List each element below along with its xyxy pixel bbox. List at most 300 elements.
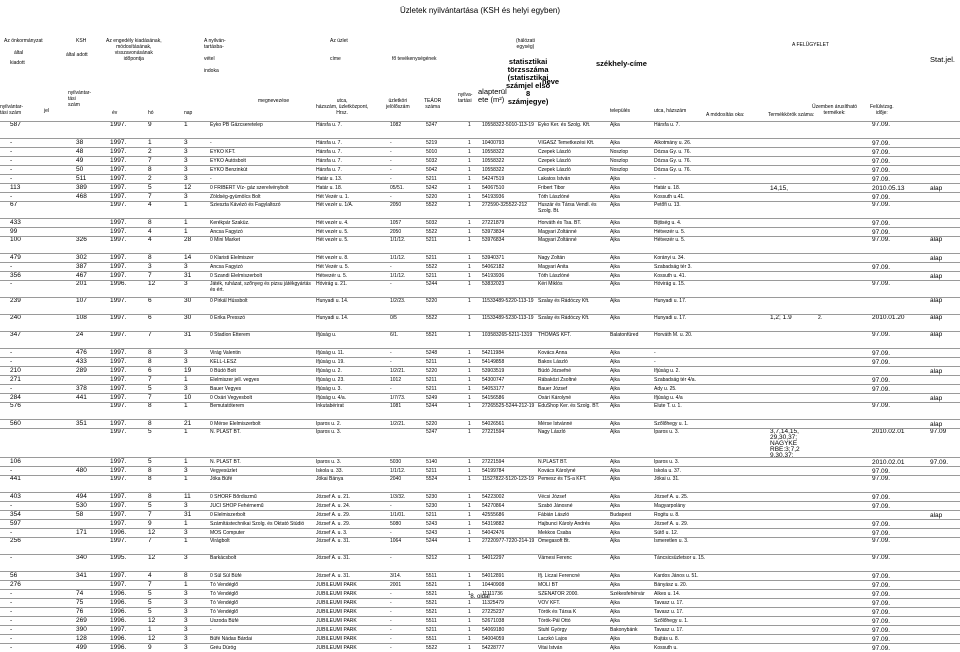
cell-utca: Hóvirág u. 21. — [316, 281, 348, 287]
cell-nap: 1 — [184, 376, 188, 383]
cell-term: 14,15, — [770, 185, 789, 192]
cell-uzk: - — [390, 386, 392, 392]
cell-cegnev: Ifj. Liczai Ferencné — [538, 573, 580, 579]
cell-ev: 1997. — [110, 429, 127, 435]
table-row — [0, 402, 960, 419]
cell-ho: 9 — [148, 122, 152, 128]
cell-ksh: 74 — [76, 590, 84, 597]
cell-ev: 1997. — [110, 493, 127, 500]
cell-ho: 8 — [148, 358, 152, 365]
cell-nap: 11 — [184, 493, 191, 500]
cell-teaor: 5211 — [426, 386, 437, 392]
cell-onk: - — [10, 193, 13, 200]
header-ksh: KSH — [76, 38, 87, 44]
cell-nap: 1 — [184, 228, 188, 235]
cell-telep: Ajka — [610, 573, 620, 579]
cell-cegnev: Laczkó Lajos — [538, 636, 568, 642]
cell-utca: Ifjúság u. 2. — [316, 368, 342, 374]
cell-utca: Hét vezér u. 5. — [316, 229, 349, 235]
header-halozati: (hálózati egység) — [516, 38, 535, 50]
cell-nev: Eyko PB Gázcseretelep — [210, 122, 263, 128]
cell-uzk: - — [390, 140, 392, 146]
cell-cegnev: MOLI BT — [538, 582, 559, 588]
cell-ev: 1997. — [110, 139, 127, 146]
table-row — [0, 348, 960, 357]
cell-ksh: 50 — [76, 166, 84, 173]
cell-ev: 1997. — [110, 458, 127, 465]
cell-nev: Élelmiszer jell. vegyes — [210, 377, 260, 383]
cell-ny: 1 — [468, 530, 471, 536]
cell-nap: 3 — [184, 555, 188, 561]
cell-teaor: 5211 — [426, 377, 437, 383]
cell-stat: 54211984 — [482, 350, 504, 356]
cell-teaor: 5522 — [426, 315, 438, 321]
cell-ho: 5 — [148, 502, 152, 509]
cell-stat: 54300747 — [482, 377, 505, 383]
cell-cegnev: Horváth és Tsa. BT. — [538, 220, 582, 226]
cell-nev: Virág Valentin — [210, 350, 241, 356]
cell-ev: 1997. — [110, 538, 127, 544]
cell-teaor: 5211 — [426, 176, 437, 182]
cell-nap: 3 — [184, 193, 188, 200]
cell-utca: Hét vezér u. 1/A. — [316, 202, 354, 208]
cell-cegnev: Czepek László — [538, 149, 571, 155]
cell-telep: Ajka — [610, 395, 620, 401]
cell-ho: 5 — [148, 599, 152, 606]
cell-teaor: 5211 — [426, 627, 437, 633]
cell-ny: 1 — [468, 264, 471, 270]
cell-nev: N. PLAST BT. — [210, 429, 241, 435]
cell-sj: alap — [930, 512, 943, 519]
cell-ksh: 108 — [76, 315, 87, 321]
cell-onk: 403 — [10, 493, 21, 500]
cell-stat: 10558322 — [482, 167, 505, 173]
cell-teaor: 5219 — [426, 140, 438, 146]
cell-onk: 113 — [10, 184, 21, 191]
cell-ho: 12 — [148, 529, 156, 536]
table-row — [0, 580, 960, 589]
cell-ho: 7 — [148, 272, 152, 279]
cell-ho: 5 — [148, 458, 152, 465]
cell-stat: 11325479 — [482, 600, 504, 606]
cell-ksh: 530 — [76, 502, 87, 509]
cell-teaor: 5511 — [426, 618, 437, 624]
cell-stat: 10558322 — [482, 149, 505, 155]
cell-utca: Hétvezér u. 5. — [316, 273, 348, 279]
cell-fv: 97.09. — [872, 140, 891, 147]
cell-ho: 4 — [148, 228, 152, 235]
cell-sj: alap — [930, 332, 943, 338]
cell-telep: Ajka — [610, 220, 620, 226]
cell-onk: 560 — [10, 420, 21, 427]
cell-uzk: - — [390, 591, 392, 597]
cell-ho: 6 — [148, 298, 152, 304]
cell-stat: 53976834 — [482, 237, 505, 243]
cell-telep: Ajka — [610, 281, 620, 287]
cell-nev: 0 FRIBERT Víz- gáz szerelvénybolt — [210, 185, 289, 191]
cell-fv: 97.09. — [872, 573, 891, 580]
cell-ny: 1 — [468, 609, 471, 615]
cell-nev: 0 SHORF Bőrdiszmű — [210, 494, 257, 500]
cell-onk: - — [10, 502, 13, 509]
cell-ny: 1 — [468, 350, 471, 356]
cell-nap: 3 — [184, 263, 188, 270]
page-title: Üzletek nyilvántartása (KSH és helyi egyben) — [399, 6, 561, 15]
cell-utca: József A. u. 3. — [316, 530, 348, 536]
cell-ny: 1 — [468, 476, 471, 482]
cell-uzk: - — [390, 503, 392, 509]
cell-cim: Szabadság tér 3. — [654, 264, 692, 270]
cell-cim: Iparos u. 3. — [654, 459, 680, 465]
cell-ksh: 75 — [76, 599, 84, 606]
cell-teaor: 5247 — [426, 122, 438, 128]
cell-stat: 54149858 — [482, 359, 505, 365]
cell-ho: 5 — [148, 429, 152, 435]
table-row — [0, 314, 960, 331]
cell-term: 1,2; 1.9 — [770, 315, 792, 321]
cell-onk: 433 — [10, 219, 21, 226]
cell-onk: 106 — [10, 458, 21, 465]
cell-stat: 53940371 — [482, 255, 505, 261]
header-onkormanyzat: Az önkormányzat — [4, 38, 43, 44]
cell-nev: Barkácsbolt — [210, 555, 237, 561]
table-row — [0, 262, 960, 271]
table-row — [0, 138, 960, 147]
cell-ksh: 476 — [76, 349, 87, 356]
cell-fv: 97.09. — [872, 332, 891, 338]
cell-ev: 1997. — [110, 148, 127, 155]
cell-uzk: 1/2/21. — [390, 421, 406, 427]
cell-stat: 54012891 — [482, 573, 505, 579]
cell-stat: 27221594 — [482, 459, 505, 465]
cell-teaor: 5211 — [426, 273, 437, 279]
cell-nap: 30 — [184, 298, 192, 304]
cell-utca: Ifjúság u. 3. — [316, 386, 342, 392]
cell-teaor: 5032 — [426, 220, 438, 226]
cell-ksh: 341 — [76, 572, 87, 579]
cell-cim: Dózsa Gy. u. 76. — [654, 167, 691, 173]
header-utca: utca, házszám, üzletközpont, Hrsz. — [316, 98, 369, 116]
cell-nap: 3 — [184, 467, 188, 474]
cell-teaor: 5248 — [426, 350, 438, 356]
cell-ksh: 467 — [76, 272, 87, 279]
cell-stat: 53832023 — [482, 281, 505, 287]
cell-utca: Iparos u. 3. — [316, 459, 342, 465]
cell-utca: Ifjúság u. 4/a. — [316, 395, 347, 401]
cell-nev: 0 Élelmiszerbolt — [210, 512, 246, 518]
cell-ev: 1996. — [110, 599, 127, 606]
cell-nap: 1 — [184, 202, 188, 208]
cell-ho: 7 — [148, 538, 152, 544]
cell-telep: Ajka — [610, 176, 620, 182]
cell-fv: 2010.02.01 — [872, 459, 905, 466]
cell-ho: 8 — [148, 349, 152, 356]
cell-nap: 3 — [184, 590, 188, 597]
cell-nev: Büfé Nádas Bárdai — [210, 636, 252, 642]
cell-ny: 1 — [468, 229, 471, 235]
cell-stat: 54042476 — [482, 530, 505, 536]
cell-fv: 97.09. — [872, 591, 891, 598]
cell-ksh: 24 — [76, 332, 84, 338]
cell-stat: 53903519 — [482, 368, 505, 374]
cell-nev: Játék, ruházat, szőnyeg és pizsu játékgyártás és ért. — [210, 281, 311, 293]
cell-ho: 7 — [148, 394, 152, 401]
cell-ev: 1997. — [110, 626, 127, 633]
cell-ny: 1 — [468, 503, 471, 509]
cell-telep: Ajka — [610, 386, 620, 392]
header-teaor: TEÁOR száma — [424, 98, 442, 110]
cell-cegnev: Fábián László — [538, 512, 570, 518]
cell-uzk: 5080 — [390, 521, 402, 527]
table-row — [0, 428, 960, 457]
table-row — [0, 121, 960, 138]
cell-ny: 1 — [468, 494, 471, 500]
cell-nap: 1 — [184, 581, 188, 588]
table-row — [0, 253, 960, 262]
cell-cegnev: Szalay és Rádóczy Kft. — [538, 298, 590, 304]
table-row — [0, 554, 960, 571]
cell-onk: 356 — [10, 272, 21, 279]
cell-ho: 6 — [148, 367, 152, 374]
cell-nev: Üszoda Büfé — [210, 618, 239, 624]
cell-cim: Ady u. 25. — [654, 386, 677, 392]
cell-utca: Iskola u. 33. — [316, 468, 343, 474]
cell-ev: 1997. — [110, 202, 127, 208]
cell-ev: 1997. — [110, 476, 127, 482]
cell-cim: - — [654, 350, 656, 356]
cell-cim: Korányi u. 34. — [654, 255, 685, 261]
header-nap: nap — [184, 110, 193, 116]
cell-ho: 8 — [148, 493, 152, 500]
cell-utca: JUBILEUMI PARK — [316, 627, 357, 633]
cell-utca: Hársfa u. 7. — [316, 149, 342, 155]
cell-nap: 3 — [184, 617, 188, 624]
cell-onk: - — [10, 349, 13, 356]
cell-uzk: - — [390, 176, 392, 182]
cell-fv: 97.09. — [872, 494, 891, 501]
cell-cim: Elute T. u. 1. — [654, 403, 682, 409]
cell-nev: 0 Mérse Élelmiszerbolt — [210, 421, 261, 427]
cell-cim: Horváth M. u. 20. — [654, 332, 693, 338]
cell-onk: 587 — [10, 122, 21, 128]
cell-ho: 7 — [148, 376, 152, 383]
cell-cegnev: Pemesz és TS-a KFT. — [538, 476, 587, 482]
cell-uzk: 1082 — [390, 122, 402, 128]
cell-telep: Ajka — [610, 429, 620, 435]
cell-stat: 52671038 — [482, 618, 505, 624]
cell-cegnev: EduShop Ker. és Szolg. BT. — [538, 403, 600, 409]
table-row — [0, 375, 960, 384]
cell-onk: - — [10, 599, 13, 606]
cell-ksh: 499 — [76, 644, 87, 651]
header-felulvizsg: Felülvizsg. idője: — [870, 104, 894, 116]
cell-uzk: 2040 — [390, 476, 402, 482]
cell-cegnev: THOMAS KFT. — [538, 332, 572, 338]
cell-stat: 54228777 — [482, 645, 505, 651]
cell-term: 3,7,14,15, 29,30,37; NAGYKE RBE:3;7,2 9,30,37; — [770, 429, 800, 459]
cell-onk: - — [10, 555, 13, 561]
cell-cim: Ismeretlen u. 3. — [654, 538, 689, 544]
cell-ho: 7 — [148, 332, 152, 338]
cell-teaor: 5521 — [426, 609, 438, 615]
cell-ny: 1 — [468, 176, 471, 182]
header-nyilvantartasi: nyilva- tartási — [458, 92, 473, 104]
cell-telep: Székesfehérvár — [610, 591, 645, 597]
cell-ev: 1997. — [110, 219, 127, 226]
cell-fv: 97.09. — [872, 386, 891, 393]
cell-telep: Ajka — [610, 421, 620, 427]
cell-ksh: 387 — [76, 263, 87, 270]
header-utca-hazszam: utca, házszám — [654, 108, 687, 114]
cell-sj: alap — [930, 255, 943, 262]
cell-nev: Tó Vendéglő — [210, 600, 239, 606]
cell-ny: 1 — [468, 421, 471, 427]
cell-cegnev: Czepek László — [538, 158, 571, 164]
data-rows — [0, 121, 960, 652]
cell-cegnev: Fribert Tibor — [538, 185, 565, 191]
cell-ho: 7 — [148, 511, 152, 518]
cell-ksh: 433 — [76, 358, 87, 365]
cell-fv: 97.09. — [872, 194, 891, 201]
cell-ev: 1997. — [110, 367, 127, 374]
cell-uzk: 1012 — [390, 377, 402, 383]
cell-utca: Hét vezér u. 5. — [316, 237, 349, 243]
header-engedely: Az engedély kiadásának, módosításának, visszavonásának időpontja — [106, 38, 162, 62]
cell-ev: 1997. — [110, 272, 127, 279]
cell-ny: 1 — [468, 140, 471, 146]
cell-nev: EYKO Benzinkút — [210, 167, 248, 173]
cell-stat: 42555686 — [482, 512, 505, 518]
cell-stat: 11527822-5120-123-19 — [482, 476, 534, 482]
cell-nap: 14 — [184, 254, 192, 261]
header-szekhely: székhely-címe — [596, 59, 647, 68]
header-jel: jel — [44, 108, 50, 114]
cell-onk: - — [10, 644, 13, 651]
cell-ev: 1997. — [110, 572, 127, 579]
cell-ny: 1 — [468, 220, 471, 226]
cell-telep: Ajka — [610, 645, 620, 651]
cell-ksh: 171 — [76, 529, 87, 536]
table-row — [0, 271, 960, 280]
cell-utca: Hársfa u. 7. — [316, 167, 342, 173]
cell-nap: 1 — [184, 476, 188, 482]
cell-ny: 1 — [468, 149, 471, 155]
cell-cegnev: Magyari Anita — [538, 264, 569, 270]
cell-cegnev: Büdó Józsefné — [538, 368, 572, 374]
cell-ev: 1997. — [110, 263, 127, 270]
cell-nev: - — [210, 140, 212, 146]
cell-cim: Bijtiség u. 4. — [654, 220, 682, 226]
cell-utca: József A. u. 29. — [316, 521, 351, 527]
cell-stat: 27225237 — [482, 609, 505, 615]
cell-nev: Kerékpár Szaküz. — [210, 220, 250, 226]
cell-ev: 1997. — [110, 332, 127, 338]
cell-ny: 1 — [468, 555, 471, 561]
header-ev: év — [112, 110, 118, 116]
cell-ho: 9 — [148, 520, 152, 527]
cell-nev: 0 Sül Sül Büfé — [210, 573, 242, 579]
header-telepules: település — [610, 108, 631, 114]
cell-cim: Tavasz u. 17. — [654, 627, 684, 633]
cell-uzk: - — [390, 636, 392, 642]
cell-fv: 97.09. — [872, 158, 891, 165]
cell-utca: József A. u. 31. — [316, 555, 351, 561]
cell-uzk: 1/1/12. — [390, 468, 406, 474]
cell-cim: Szabadság tér 4/a. — [654, 377, 696, 383]
cell-ny: 1 — [468, 237, 471, 243]
cell-fv: 97.09. — [872, 281, 891, 287]
cell-ho: 3 — [148, 263, 152, 270]
cell-onk: - — [10, 590, 13, 597]
cell-ev: 1997. — [110, 349, 127, 356]
cell-cegnev: Szabó Jánosné — [538, 503, 573, 509]
cell-telep: Ajka — [610, 618, 620, 624]
cell-ksh: 326 — [76, 237, 87, 243]
header-onk-kiadott: kiadott — [10, 60, 25, 66]
cell-fv: 97.09. — [872, 220, 891, 227]
cell-ev: 1997. — [110, 237, 127, 243]
cell-nap: 28 — [184, 237, 192, 243]
cell-uzk: 2050 — [390, 202, 402, 208]
cell-cegnev: N.PLAST BT. — [538, 459, 568, 465]
cell-stat: 11111736 — [482, 591, 503, 597]
cell-onk: 210 — [10, 367, 21, 374]
table-row — [0, 571, 960, 580]
cell-ev: 1997. — [110, 358, 127, 365]
cell-cim: Bujtás u. 8. — [654, 636, 680, 642]
cell-stat: 54193936 — [482, 194, 505, 200]
cell-cim: Hóvirág u. 15. — [654, 281, 686, 287]
cell-utca: Hársfa u. 7. — [316, 158, 342, 164]
cell-cim: Iskola u. 37. — [654, 468, 681, 474]
cell-nap: 1 — [184, 122, 188, 128]
cell-telep: Ajka — [610, 582, 620, 588]
cell-uzk: - — [390, 359, 392, 365]
cell-telep: Ajka — [610, 185, 620, 191]
cell-teaor: 5212 — [426, 555, 438, 561]
table-row — [0, 357, 960, 366]
cell-nap: 31 — [184, 332, 192, 338]
cell-fv: 97.09. — [872, 167, 891, 174]
cell-fv: 97.09. — [872, 350, 891, 357]
cell-fv: 97.09. — [872, 264, 891, 271]
cell-cegnev: Kovács Károlyné — [538, 468, 576, 474]
cell-nap: 3 — [184, 281, 188, 287]
cell-cim: Tavasz u. 17. — [654, 609, 684, 615]
cell-ho: 7 — [148, 157, 152, 164]
cell-cim: Alkotmány u. 26. — [654, 140, 692, 146]
cell-nev: Jóka Büfé — [210, 476, 233, 482]
cell-teaor: 5220 — [426, 194, 438, 200]
cell-telep: Ajka — [610, 273, 620, 279]
cell-teaor: 5521 — [426, 582, 438, 588]
cell-telep: Ajka — [610, 122, 620, 128]
cell-nev: 0 Stadion Étterem — [210, 332, 251, 338]
cell-cim: Sütő u. 12. — [654, 530, 679, 536]
table-row — [0, 607, 960, 616]
cell-ho: 8 — [148, 219, 152, 226]
cell-ho: 8 — [148, 254, 152, 261]
cell-telep: Ajka — [610, 140, 620, 146]
cell-cim: Hétvezér u. 5. — [654, 229, 686, 235]
cell-telep: Ajka — [610, 202, 620, 208]
cell-sj: 97.09 — [930, 429, 947, 435]
cell-stat: 54319882 — [482, 521, 505, 527]
cell-nap: 1 — [184, 429, 188, 435]
cell-ny: 1 — [468, 512, 471, 518]
page-footer: 8. oldal — [470, 594, 490, 600]
cell-ny: 1 — [468, 468, 471, 474]
